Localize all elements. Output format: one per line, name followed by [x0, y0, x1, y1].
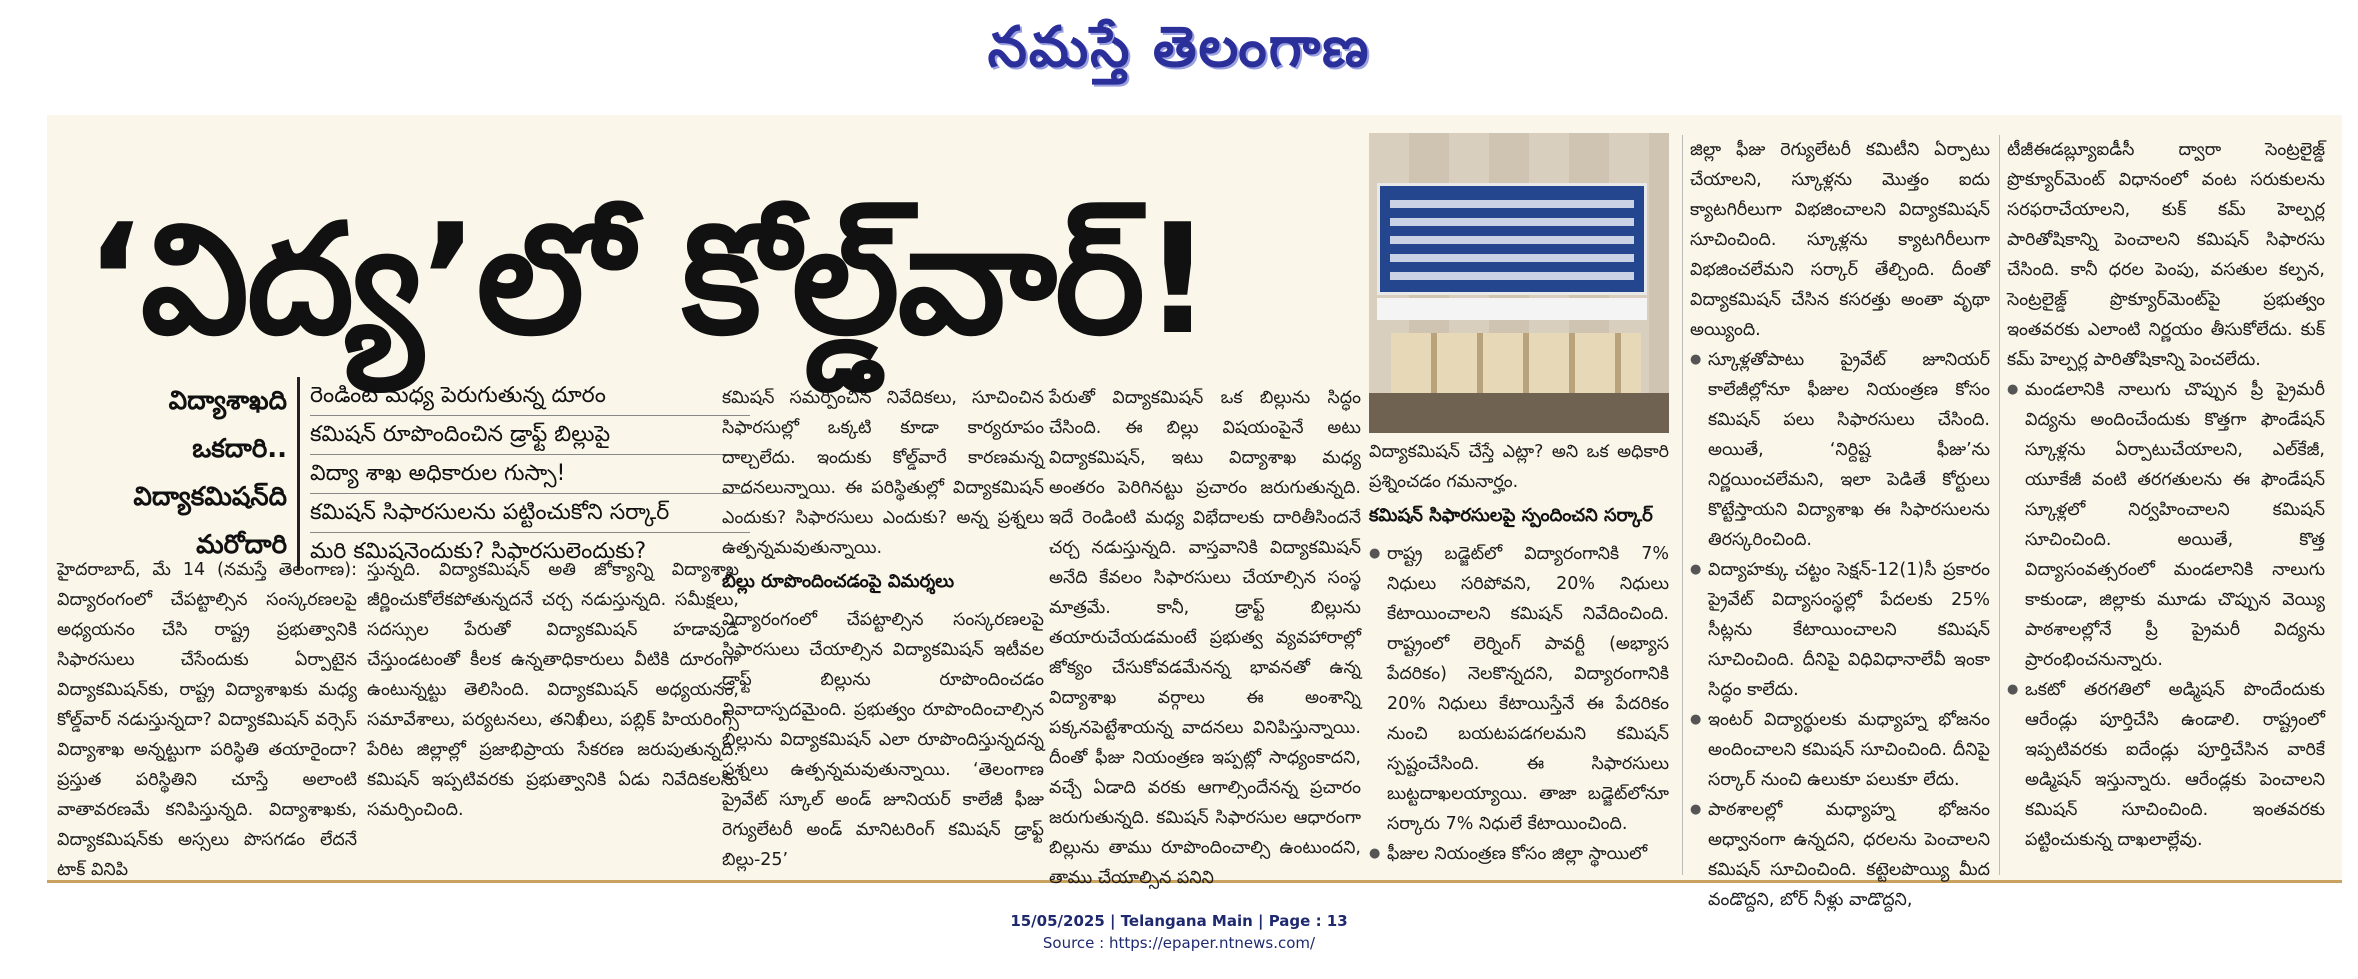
deck-line: మరి కమిషనెందుకు? సిఫారసులెందుకు? [310, 539, 647, 564]
kicker-line: విద్యాశాఖది [168, 386, 287, 416]
bullet-point: ● పాఠశాలల్లో మధ్యాహ్న భోజనం అధ్వానంగా ఉన్నదని, ధరలను పెంచాలని కమిషన్‌ సూచించింది. కట్టెలపొయ్యి మీద వండొద్దని, బోర్‌ నీళ్లు వాడొద్దని, [1690, 795, 1990, 915]
column-rule [1682, 135, 1683, 875]
deck-line: కమిషన్‌ సిఫారసులను పట్టించుకోని సర్కార్‌ [310, 494, 750, 533]
newspaper-logo: నమస్తే తెలంగాణ [987, 14, 1371, 80]
article [47, 115, 2342, 910]
signboard-line [1390, 236, 1634, 244]
signboard [1377, 183, 1647, 295]
column-4 [1049, 383, 1361, 888]
column-rule [1999, 135, 2000, 875]
paragraph: పేరుతో విద్యాకమిషన్‌ ఒక బిల్లును సిద్ధం చేసింది. ఈ బిల్లు విషయంపైనే అటు విద్యాకమిషన్‌, ఇటు విద్యాశాఖ మధ్య అంతరం పెరిగినట్టు ప్రచారం జరుగుతున్నది. ఇదే రెండింటి మధ్య విభేదాలకు దారితీసిందనే చర్చ నడుస్తున్నది. వాస్తవానికి విద్యాకమిషన్‌ అనేది కేవలం సిఫారసులు చేయాల్సిన సంస్థ మాత్రమే. కానీ, డ్రాఫ్ట్‌ బిల్లును తయారుచేయడమంటే ప్రభుత్వ వ్యవహారాల్లో జోక్యం చేసుకోవడమేనన్న భావనతో ఉన్న విద్యాశాఖ వర్గాలు ఈ అంశాన్ని పక్కనపెట్టేశాయన్న వాదనలు వినిపిస్తున్నాయి. దీంతో ఫీజు నియంత్రణ ఇప్పట్లో సాధ్యంకాదని, వచ్చే ఏడాది వరకు ఆగాల్సిందేనన్న ప్రచారం జరుగుతున్నది. కమిషన్‌ సిఫారసుల ఆధారంగా బిల్లును తాము రూపొందించాల్సి ఉంటుందని, తాము చేయాల్సిన పనిని [1049, 388, 1361, 888]
notice-posters [1391, 333, 1641, 393]
bullet-point: ● ఫీజుల నియంత్రణ కోసం జిల్లా స్థాయిలో [1369, 839, 1669, 869]
bullet-point: ● మండలానికి నాలుగు చొప్పున ప్రీ ప్రైమరీ విద్యను అందించేందుకు కొత్తగా ఫౌండేషన్‌ స్కూళ్లను ఏర్పాటుచేయాలని, ఎల్‌కేజీ, యూకేజీ వంటి తరగతులను ఈ ఫౌండేషన్‌ స్కూళ్లలో నిర్వహించాలని కమిషన్‌ సూచించింది. అయితే, కొత్త విద్యాసంవత్సరంలో మండలానికి నాలుగు కాకుండా, జిల్లాకు మూడు చొప్పున వెయ్యి పాఠశాలల్లోనే ప్రీ ప్రైమరీ విద్యను ప్రారంభించనున్నారు. [2007, 375, 2325, 675]
signboard-line [1390, 200, 1634, 208]
deck-line: కమిషన్‌ రూపొందించిన డ్రాఫ్ట్‌ బిల్లుపై [310, 416, 750, 455]
paragraph: జిల్లా ఫీజు రెగ్యులేటరీ కమిటీని ఏర్పాటు చేయాలని, స్కూళ్లను మొత్తం ఐదు క్యాటగిరీలుగా విభజించాలని విద్యాకమిషన్‌ సూచించింది. స్కూళ్లను క్యాటగిరీలుగా విభజించలేమని సర్కార్‌ తేల్చింది. దీంతో విద్యాకమిషన్‌ చేసిన కసరత్తు అంతా వృథా అయ్యింది. [1690, 140, 1990, 340]
news-photo [1369, 133, 1669, 433]
column-1 [57, 555, 357, 880]
deck-line: విద్యా శాఖ అధికారుల గుస్సా! [310, 455, 750, 494]
column-2 [367, 555, 739, 875]
paragraph: టీజీఈడబ్ల్యూఐడీసీ ద్వారా సెంట్రలైజ్డ్‌ ప్రొక్యూర్‌మెంట్‌ విధానంలో వంట సరుకులను సరఫరాచేయాలని, కుక్‌ కమ్‌ హెల్పర్ల పారితోషికాన్ని పెంచాలని కమిషన్‌ సిఫారసు చేసింది. కానీ ధరల పెంపు, వసతుల కల్పన, సెంట్రలైజ్డ్‌ ప్రొక్యూర్‌మెంట్‌పై ప్రభుత్వం ఇంతవరకు ఎలాంటి నిర్ణయం తీసుకోలేదు. కుక్‌ కమ్‌ హెల్పర్ల పారితోషికాన్ని పెంచలేదు. [2007, 140, 2325, 370]
signboard-line [1390, 272, 1634, 280]
subheadlines [297, 377, 750, 571]
bullet-point: ● ఒకటో తరగతిలో అడ్మిషన్‌ పొందేందుకు ఆరేండ్లు పూర్తిచేసి ఉండాలి. రాష్ట్రంలో ఇప్పటివరకు ఐదేండ్లు పూర్తిచేసిన వారికే అడ్మిషన్‌ ఇస్తున్నారు. ఆరేండ్లకు పెంచాలని కమిషన్‌ సూచించింది. ఇంతవరకు పట్టించుకున్న దాఖలాల్లేవు. [2007, 675, 2325, 855]
bullet-point: ● విద్యాహక్కు చట్టం సెక్షన్‌-12(1)సీ ప్రకారం ప్రైవేట్‌ విద్యాసంస్థల్లో పేదలకు 25% సీట్లను కేటాయించాలని కమిషన్‌ సూచించింది. దీనిపై విధివిధానాలేవీ ఇంకా సిద్ధం కాలేదు. [1690, 555, 1990, 705]
column-3 [722, 383, 1044, 875]
paragraph: విద్యారంగంలో చేపట్టాల్సిన సంస్కరణలపై సిఫారసులు చేయాల్సిన విద్యాకమిషన్‌ ఇటీవల డ్రాఫ్ట్‌ బిల్లును రూపొందించడం వివాదాస్పదమైంది. ప్రభుత్వం రూపొందించాల్సిన బిల్లును విద్యాకమిషన్‌ ఎలా రూపొందిస్తున్నదన్న ప్రశ్నలు ఉత్పన్నమవుతున్నాయి. ‘తెలంగాణ ప్రైవేట్‌ స్కూల్‌ అండ్‌ జూనియర్‌ కాలేజీ ఫీజు రెగ్యులేటరీ అండ్‌ మానిటరింగ్‌ కమిషన్‌ డ్రాఫ్ట్‌ బిల్లు-25’ [722, 610, 1044, 870]
column-7 [2007, 135, 2325, 875]
signboard-line [1390, 254, 1634, 262]
column-5 [1369, 437, 1669, 875]
masthead [0, 0, 2358, 110]
kicker-line: విద్యాకమిషన్‌ది [133, 482, 287, 512]
edition-info: 15/05/2025 | Telangana Main | Page : 13 [1010, 912, 1348, 930]
signboard-banner [1377, 298, 1647, 320]
section-subhead: బిల్లు రూపొందించడంపై విమర్శలు [722, 571, 955, 592]
page-footer [0, 910, 2358, 954]
paragraph: విద్యాకమిషన్‌ చేస్తే ఎట్లా? అని ఒక అధికారి ప్రశ్నించడం గమనార్హం. [1369, 442, 1669, 492]
column-6 [1690, 135, 1990, 910]
deck-line: రెండింటి మధ్య పెరుగుతున్న దూరం [310, 377, 750, 416]
bullet-point: ● ఇంటర్‌ విద్యార్థులకు మధ్యాహ్న భోజనం అందించాలని కమిషన్‌ సూచించింది. దీనిపై సర్కార్‌ నుంచి ఉలుకూ పలుకూ లేదు. [1690, 705, 1990, 795]
paragraph: కమిషన్‌ సమర్పించిన నివేదికలు, సూచించిన సిఫారసుల్లో ఒక్కటి కూడా కార్యరూపం దాల్చలేదు. ఇందుకు కోల్డ్‌వారే కారణమన్న వాదనలున్నాయి. ఈ పరిస్థితుల్లో విద్యాకమిషన్‌ ఎందుకు? సిఫారసులు ఎందుకు? అన్న ప్రశ్నలు ఉత్పన్నమవుతున్నాయి. [722, 388, 1044, 558]
bullet-point: ● రాష్ట్ర బడ్జెట్‌లో విద్యారంగానికి 7% నిధులు సరిపోవని, 20% నిధులు కేటాయించాలని కమిషన్‌ నివేదించింది. రాష్ట్రంలో లెర్నింగ్‌ పావర్టీ (అభ్యాస పేదరికం) నెలకొన్నదని, విద్యారంగానికి 20% నిధులు కేటాయిస్తేనే ఈ పేదరికం నుంచి బయటపడగలమని కమిషన్‌ స్పష్టంచేసింది. ఈ సిఫారసులు బుట్టదాఖలయ్యాయి. తాజా బడ్జెట్‌లోనూ సర్కారు 7% నిధులే కేటాయించింది. [1369, 539, 1669, 839]
photo-floor [1369, 393, 1669, 433]
paragraph: హైదరాబాద్‌, మే 14 (నమస్తే తెలంగాణ): విద్యారంగంలో చేపట్టాల్సిన సంస్కరణలపై అధ్యయనం చేసి రాష్ట్ర ప్రభుత్వానికి సిఫారసులు చేసేందుకు ఏర్పాటైన విద్యాకమిషన్‌కు, రాష్ట్ర విద్యాశాఖకు మధ్య కోల్డ్‌వార్‌ నడుస్తున్నదా? విద్యాకమిషన్‌ వర్సెస్‌ విద్యాశాఖ అన్నట్టుగా పరిస్థితి తయారైందా? ప్రస్తుత పరిస్థితిని చూస్తే అలాంటి వాతావరణమే కనిపిస్తున్నది. విద్యాశాఖకు, విద్యాకమిషన్‌కు అస్సలు పొసగడం లేదనే టాక్‌ వినిపి [57, 560, 357, 880]
signboard-line [1390, 218, 1634, 226]
headline: ‘విద్య’లో కోల్డ్‌వార్‌! [85, 191, 1211, 368]
kicker [77, 377, 287, 569]
section-subhead: కమిషన్‌ సిఫారసులపై స్పందించని సర్కార్‌ [1369, 505, 1653, 526]
source-link[interactable]: Source : https://epaper.ntnews.com/ [1042, 934, 1316, 952]
kicker-line: మరోదారి [196, 530, 287, 560]
paragraph: స్తున్నది. విద్యాకమిషన్‌ అతి జోక్యాన్ని విద్యాశాఖ జీర్ణించుకోలేకపోతున్నదనే చర్చ నడుస్తున్నది. సమీక్షలు, సదస్సుల పేరుతో విద్యాకమిషన్‌ హడావుడి చేస్తుండటంతో కీలక ఉన్నతాధికారులు వీటికి దూరంగా ఉంటున్నట్టు తెలిసింది. విద్యాకమిషన్‌ అధ్యయనం, సమావేశాలు, పర్యటనలు, తనిఖీలు, పబ్లిక్‌ హియరింగ్స్‌ పేరిట జిల్లాల్లో ప్రజాభిప్రాయ సేకరణ జరుపుతున్నది. కమిషన్‌ ఇప్పటివరకు ప్రభుత్వానికి ఏడు నివేదికలను సమర్పించింది. [367, 560, 739, 820]
bullet-point: ● స్కూళ్లతోపాటు ప్రైవేట్‌ జూనియర్‌ కాలేజీల్లోనూ ఫీజుల నియంత్రణ కోసం కమిషన్‌ పలు సిఫారసులు చేసింది. అయితే, ‘నిర్దిష్ట ఫీజు’ను నిర్ణయించలేమని, ఇలా పెడితే కోర్టులు కొట్టేస్తాయని విద్యాశాఖ ఈ సిఫారసులను తిరస్కరించింది. [1690, 345, 1990, 555]
kicker-line: ఒకదారి.. [192, 434, 287, 464]
